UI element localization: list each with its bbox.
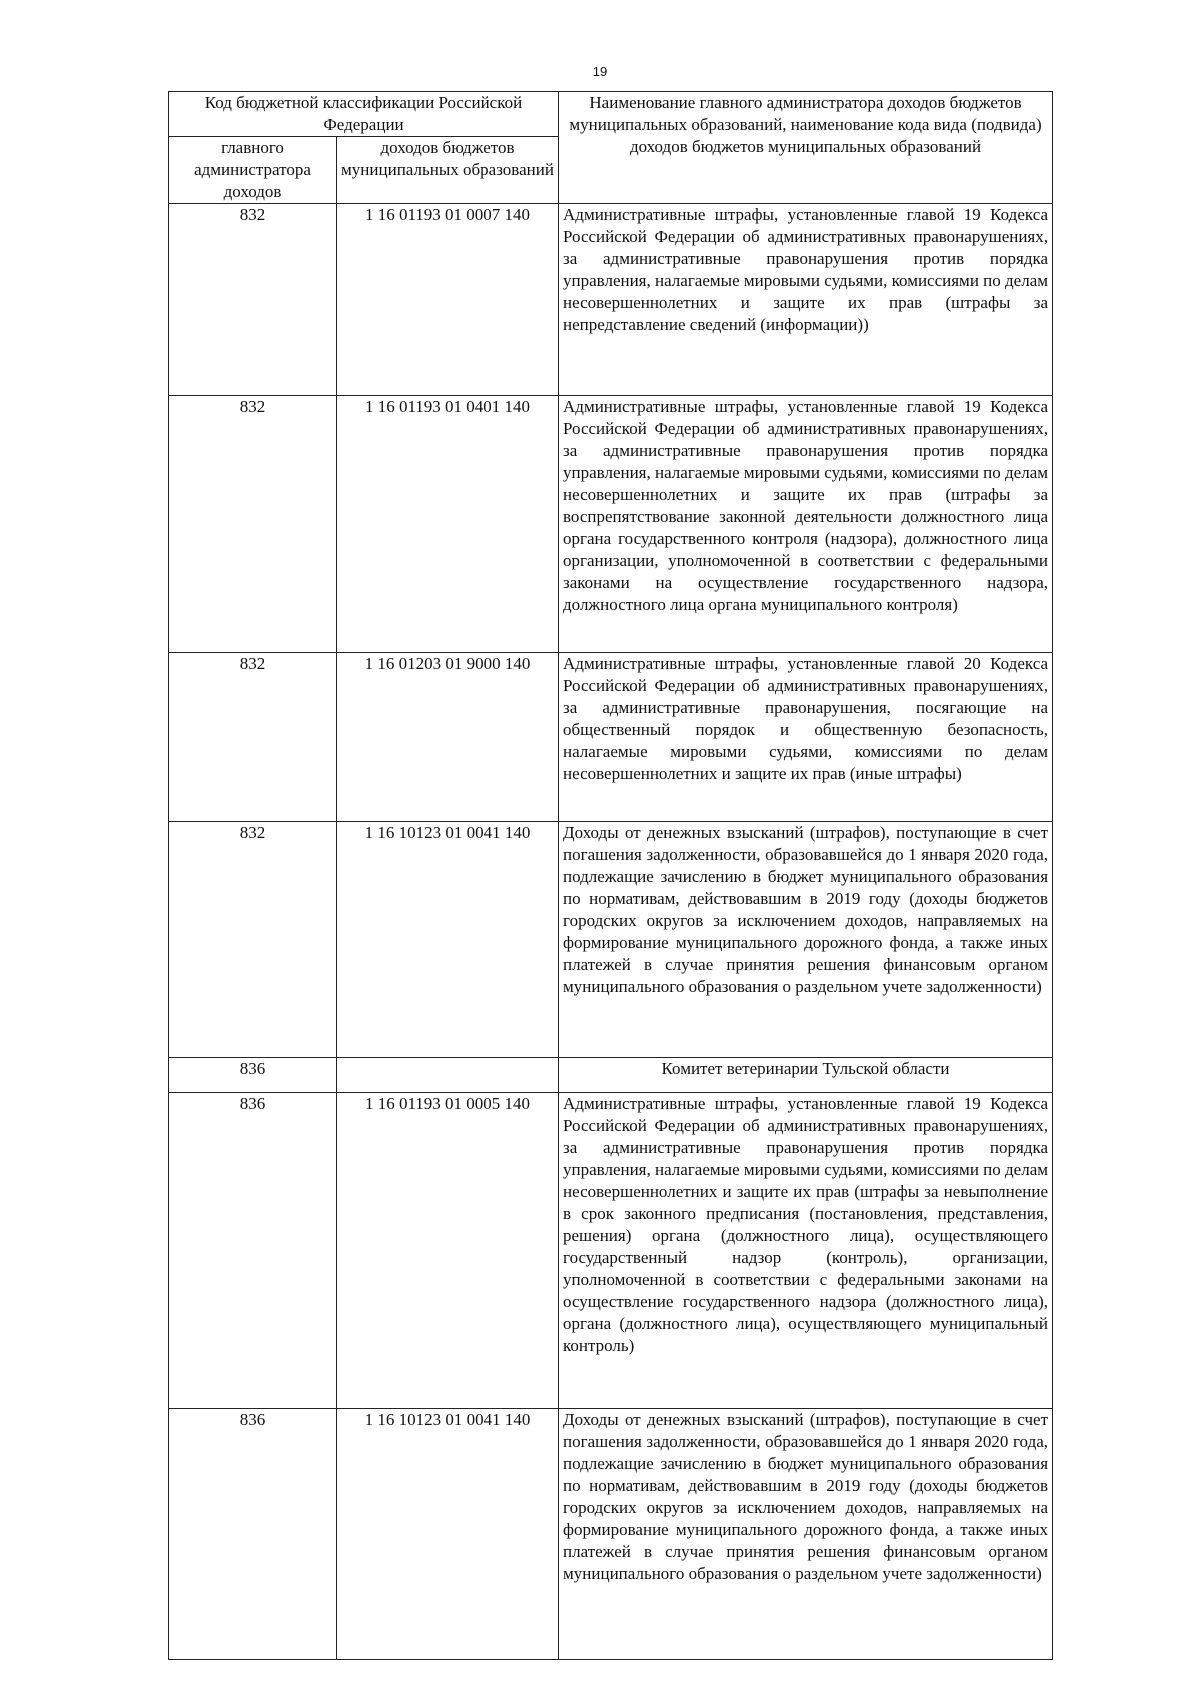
- administrator-heading-row: [169, 1058, 1053, 1093]
- table-row: [169, 204, 1053, 396]
- table-row: [169, 1093, 1053, 1409]
- header-admin-code: главного администратора доходов: [169, 137, 337, 204]
- budget-code-cell: 1 16 01193 01 0005 140: [337, 1093, 559, 1409]
- administrator-name-cell: Комитет ветеринарии Тульской области: [559, 1058, 1053, 1093]
- description-cell: Административные штрафы, установленные главой 19 Кодекса Российской Федерации об административных правонарушениях, за административные правонарушения против порядка управления, налагаемые мировыми судьями, комиссиями по делам несовершеннолетних и защите их прав (штрафы за невыполнение в срок законного предписания (постановления, представления, решения) органа (должностного лица), осуществляющего государственный надзор (контроль), организации, уполномоченной в соответствии с федеральными законами на осуществление государственного надзора (должностного лица), органа (должностного лица), осуществляющего муниципальный контроль): [559, 1093, 1053, 1409]
- admin-code-cell: 836: [169, 1093, 337, 1409]
- budget-code-cell: 1 16 10123 01 0041 140: [337, 1409, 559, 1660]
- page-number: 19: [592, 64, 608, 79]
- table-row: [169, 822, 1053, 1058]
- header-name: Наименование главного администратора доходов бюджетов муниципальных образований, наименование кода вида (подвида) доходов бюджетов муниципальных образований: [559, 92, 1053, 204]
- table-row: [169, 653, 1053, 822]
- table-row: [169, 396, 1053, 653]
- budget-code-cell: 1 16 10123 01 0041 140: [337, 822, 559, 1058]
- admin-code-cell: 836: [169, 1058, 337, 1093]
- admin-code-cell: 832: [169, 204, 337, 396]
- admin-code-cell: 832: [169, 653, 337, 822]
- description-cell: Доходы от денежных взысканий (штрафов), поступающие в счет погашения задолженности, образовавшейся до 1 января 2020 года, подлежащие зачислению в бюджет муниципального образования по нормативам, действовавшим в 2019 году (доходы бюджетов городских округов за исключением доходов, направляемых на формирование муниципального дорожного фонда, а также иных платежей в случае принятия решения финансовым органом муниципального образования о раздельном учете задолженности): [559, 822, 1053, 1058]
- description-cell: Административные штрафы, установленные главой 19 Кодекса Российской Федерации об административных правонарушениях, за административные правонарушения против порядка управления, налагаемые мировыми судьями, комиссиями по делам несовершеннолетних и защите их прав (штрафы за воспрепятствование законной деятельности должностного лица органа государственного контроля (надзора), должностного лица организации, уполномоченной в соответствии с федеральными законами на осуществление государственного надзора, должностного лица органа муниципального контроля): [559, 396, 1053, 653]
- admin-code-cell: 836: [169, 1409, 337, 1660]
- budget-code-cell: 1 16 01193 01 0401 140: [337, 396, 559, 653]
- admin-code-cell: 832: [169, 822, 337, 1058]
- budget-classification-table: [168, 91, 1053, 1660]
- budget-code-cell: [337, 1058, 559, 1093]
- admin-code-cell: 832: [169, 396, 337, 653]
- description-cell: Административные штрафы, установленные главой 19 Кодекса Российской Федерации об административных правонарушениях, за административные правонарушения против порядка управления, налагаемые мировыми судьями, комиссиями по делам несовершеннолетних и защите их прав (штрафы за непредставление сведений (информации)): [559, 204, 1053, 396]
- table-row: [169, 1409, 1053, 1660]
- budget-code-cell: 1 16 01203 01 9000 140: [337, 653, 559, 822]
- description-cell: Административные штрафы, установленные главой 20 Кодекса Российской Федерации об административных правонарушениях, за административные правонарушения, посягающие на общественный порядок и общественную безопасность, налагаемые мировыми судьями, комиссиями по делам несовершеннолетних и защите их прав (иные штрафы): [559, 653, 1053, 822]
- header-code-group: Код бюджетной классификации Российской Федерации: [169, 92, 559, 137]
- budget-code-cell: 1 16 01193 01 0007 140: [337, 204, 559, 396]
- description-cell: Доходы от денежных взысканий (штрафов), поступающие в счет погашения задолженности, образовавшейся до 1 января 2020 года, подлежащие зачислению в бюджет муниципального образования по нормативам, действовавшим в 2019 году (доходы бюджетов городских округов за исключением доходов, направляемых на формирование муниципального дорожного фонда, а также иных платежей в случае принятия решения финансовым органом муниципального образования о раздельном учете задолженности): [559, 1409, 1053, 1660]
- header-income-code: доходов бюджетов муниципальных образований: [337, 137, 559, 204]
